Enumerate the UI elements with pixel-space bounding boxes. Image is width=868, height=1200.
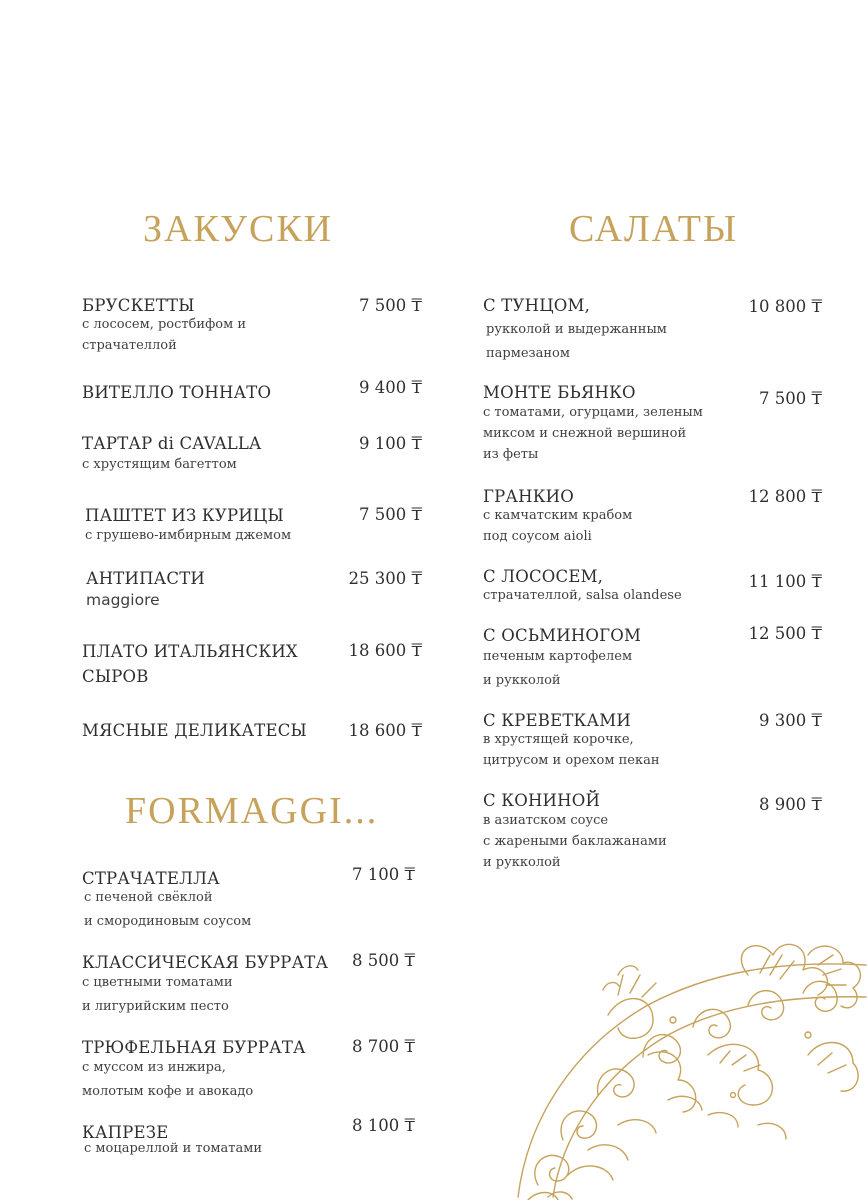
item-desc: и смородиновым соусом: [84, 914, 252, 929]
menu-item-monte-bianco: [483, 380, 703, 465]
item-name: МОНТЕ БЬЯНКО: [483, 383, 636, 402]
item-price: 10 800 ₸: [748, 297, 822, 316]
item-name: ВИТЕЛЛО ТОННАТО: [82, 383, 272, 402]
menu-item-octopus: [483, 623, 641, 691]
item-name: С КОНИНОЙ: [483, 791, 601, 810]
item-desc: в азиатском соусе: [483, 813, 609, 828]
item-desc: с муссом из инжира,: [82, 1060, 226, 1075]
item-price: 8 500 ₸: [352, 951, 415, 970]
menu-item-pate: [85, 503, 291, 546]
item-name: КАПРЕЗЕ: [82, 1123, 169, 1142]
item-price: 7 500 ₸: [759, 389, 822, 408]
item-desc: с печеной свёклой: [84, 890, 213, 905]
item-name: С КРЕВЕТКАМИ: [483, 711, 631, 730]
item-name: ПЛАТО ИТАЛЬЯНСКИХ: [82, 642, 298, 661]
item-desc: страчателлой: [82, 338, 177, 353]
formaggi-title: FORMAGGI...: [125, 790, 379, 832]
item-desc: и рукколой: [483, 673, 561, 688]
item-price: 9 100 ₸: [359, 434, 422, 453]
menu-item-burrata-truffle: [82, 1035, 306, 1102]
item-desc: печеным картофелем: [483, 649, 633, 664]
item-desc: с жареными баклажанами: [483, 834, 667, 849]
item-desc: молотым кофе и авокадо: [82, 1084, 254, 1099]
item-desc: из феты: [483, 447, 539, 462]
menu-item-tartar: [82, 431, 261, 475]
item-price: 9 400 ₸: [359, 378, 422, 397]
item-desc: и лигурийским песто: [82, 999, 229, 1014]
item-desc: maggiore: [86, 591, 160, 609]
item-price: 18 600 ₸: [348, 641, 422, 660]
item-desc: с цветными томатами: [82, 975, 233, 990]
item-price: 12 800 ₸: [748, 487, 822, 506]
menu-item-salmon: [483, 564, 682, 606]
item-desc: с грушево-имбирным джемом: [85, 528, 292, 543]
item-desc: страчателлой, salsa olandese: [483, 588, 682, 603]
menu-item-grankio: [483, 484, 632, 547]
menu-item-shrimp: [483, 708, 659, 771]
item-name: АНТИПАСТИ: [86, 569, 205, 588]
item-desc: цитрусом и орехом пекан: [483, 753, 660, 768]
item-price: 8 900 ₸: [759, 795, 822, 814]
item-desc: и рукколой: [483, 855, 561, 870]
item-name: С ТУНЦОМ,: [483, 296, 591, 315]
menu-item-caprese: [82, 1120, 262, 1159]
item-price: 7 500 ₸: [359, 296, 422, 315]
item-desc: с хрустящим багеттом: [82, 457, 237, 472]
menu-item-horse: [483, 788, 667, 873]
item-name: СТРАЧАТЕЛЛА: [82, 869, 220, 888]
item-name: КЛАССИЧЕСКАЯ БУРРАТА: [82, 953, 329, 972]
item-desc: рукколой и выдержанным: [486, 322, 667, 337]
item-name: С ОСЬМИНОГОМ: [483, 626, 642, 645]
item-name: С ЛОСОСЕМ,: [483, 567, 604, 586]
item-desc: с томатами, огурцами, зеленым: [483, 405, 703, 420]
item-name-line2: СЫРОВ: [82, 667, 149, 686]
gold-acanthus-ornament-icon: [508, 935, 868, 1200]
item-desc: с камчатским крабом: [483, 508, 633, 523]
item-price: 8 100 ₸: [352, 1116, 415, 1135]
item-name: БРУСКЕТТЫ: [82, 296, 195, 315]
menu-item-antipasti: [86, 566, 205, 611]
item-price: 7 100 ₸: [352, 865, 415, 884]
item-desc: пармезаном: [486, 346, 570, 361]
menu-item-bruschetta: [82, 293, 246, 356]
menu-item-cheese-plate: [82, 639, 298, 689]
menu-item-meat: [82, 718, 307, 743]
item-name: ТРЮФЕЛЬНАЯ БУРРАТА: [82, 1038, 306, 1057]
menu-item-tuna: [483, 293, 667, 364]
salaty-title: САЛАТЫ: [569, 208, 739, 250]
item-price: 25 300 ₸: [348, 569, 422, 588]
item-name: ПАШТЕТ ИЗ КУРИЦЫ: [85, 506, 284, 525]
item-desc: с лососем, ростбифом и: [82, 317, 246, 332]
zakuski-title: ЗАКУСКИ: [143, 208, 334, 250]
item-name: МЯСНЫЕ ДЕЛИКАТЕСЫ: [82, 721, 307, 740]
item-desc: миксом и снежной вершиной: [483, 426, 687, 441]
menu-item-burrata-classic: [82, 950, 328, 1017]
item-name: ГРАНКИО: [483, 487, 574, 506]
item-name: ТАРТАР di CAVALLA: [82, 434, 262, 453]
item-desc: с моцареллой и томатами: [84, 1141, 263, 1156]
item-price: 9 300 ₸: [759, 711, 822, 730]
item-price: 7 500 ₸: [359, 505, 422, 524]
item-price: 18 600 ₸: [348, 721, 422, 740]
item-desc: в хрустящей корочке,: [483, 732, 634, 747]
menu-item-stracciatella: [82, 866, 251, 932]
item-price: 11 100 ₸: [748, 572, 822, 591]
item-price: 12 500 ₸: [748, 624, 822, 643]
menu-item-vitello: [82, 380, 271, 405]
item-price: 8 700 ₸: [352, 1037, 415, 1056]
item-desc: под соусом aioli: [483, 529, 592, 544]
